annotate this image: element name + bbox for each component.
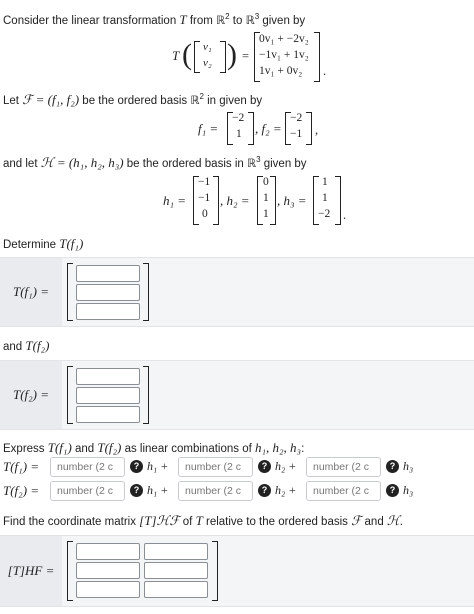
f1-entry-1: −2	[232, 112, 245, 124]
h2-entry-2: 1	[263, 192, 269, 204]
tf2-left-bracket	[67, 366, 73, 424]
open-paren: (	[182, 38, 192, 71]
transform-lhs: T	[172, 48, 180, 63]
basis-h-text: and let ℋ = (h₁, h₂, h₃) be the ordered basis in ℝ$^3$ given by	[3, 155, 307, 170]
lc-row-1-term-2: h₂ +	[275, 459, 297, 473]
f2-entry-1: −2	[290, 112, 303, 124]
help-icon[interactable]: ?	[386, 460, 399, 473]
h2-entry-1: 0	[263, 176, 269, 188]
transform-period: .	[323, 64, 327, 78]
question-1-prompt: Determine T(f₁)	[3, 236, 84, 251]
question-2-prompt: and T(f₂)	[3, 338, 50, 353]
f2-right-bracket	[306, 112, 312, 145]
matrix-left-bracket	[67, 541, 73, 601]
matrix-r2c1-input[interactable]	[76, 562, 140, 579]
matrix-r2c2-input[interactable]	[144, 562, 208, 579]
answer-panel-matrix	[0, 535, 474, 607]
lc-row-2-coeff-1-input[interactable]: number (2 c	[50, 481, 125, 501]
h3-entry-2: 1	[322, 192, 328, 204]
equals-sign: =	[242, 49, 250, 63]
output-row-1: 0v₁ + −2v₂	[259, 33, 309, 45]
tf1-entry-2-input[interactable]	[76, 284, 140, 301]
lc-row-1-coeff-2-input[interactable]: number (2 c	[178, 457, 253, 477]
output-row-2: −1v₁ + 1v₂	[259, 49, 309, 61]
basis-f-text: Let ℱ = (f₁, f₂) be the ordered basis ℝ$^2$ in given by	[3, 92, 263, 107]
matrix-label: [T]HF =	[7, 563, 55, 578]
tf1-right-bracket	[143, 263, 149, 321]
lc-row-2-term-2: h₂ +	[275, 483, 297, 497]
input-vector-right-bracket	[220, 41, 226, 73]
help-icon[interactable]: ?	[386, 484, 399, 497]
tf2-right-bracket	[143, 366, 149, 424]
h-period: .	[343, 208, 347, 222]
h2-right-bracket	[270, 176, 276, 225]
tf2-label: T(f₂) =	[12, 387, 50, 402]
matrix-right-bracket	[212, 541, 218, 601]
h2-label: , h₂ =	[220, 193, 250, 208]
tf2-entry-2-input[interactable]	[76, 387, 140, 404]
answer-panel-tf1	[0, 257, 474, 327]
tf1-label: T(f₁) =	[12, 284, 50, 299]
basis-h-vectors	[163, 175, 353, 227]
lc-row-2-label: T(f₂) =	[3, 483, 40, 498]
lc-row-2-term-1: h₁ +	[147, 483, 169, 497]
matrix-r3c2-input[interactable]	[144, 581, 208, 598]
tf2-entry-1-input[interactable]	[76, 368, 140, 385]
help-icon[interactable]: ?	[130, 460, 143, 473]
h2-entry-3: 1	[263, 208, 269, 220]
input-v1: v₁	[203, 41, 212, 53]
input-vector-left-bracket	[194, 41, 200, 73]
lc-row-1-coeff-1-input[interactable]: number (2 c	[50, 457, 125, 477]
f2-entry-2: −1	[290, 128, 303, 140]
intro-text: Consider the linear transformation T from ℝ$^2$ to ℝ$^3$ given by	[3, 12, 306, 27]
lc-row-2-term-3: h₃	[403, 483, 414, 497]
h1-label: h₁ =	[163, 193, 187, 208]
answer-panel-tf2	[0, 360, 474, 430]
help-icon[interactable]: ?	[258, 484, 271, 497]
transformation-definition	[170, 30, 340, 82]
h3-entry-1: 1	[322, 176, 328, 188]
lc-row-1-term-1: h₁ +	[147, 459, 169, 473]
f1-entry-2: 1	[236, 128, 242, 140]
h1-right-bracket	[213, 176, 219, 225]
h1-entry-2: −1	[198, 192, 211, 204]
h1-entry-1: −1	[198, 176, 211, 188]
matrix-label-cell	[0, 536, 62, 606]
output-vector-right-bracket	[314, 32, 320, 82]
f1-label: f₁ =	[198, 121, 219, 136]
input-v2: v₂	[203, 57, 212, 69]
f2-label: , f₂ =	[255, 121, 282, 136]
output-row-3: 1v₁ + 0v₂	[259, 65, 303, 77]
question-3-prompt: Express T(f₁) and T(f₂) as linear combinations of h₁, h₂, h₃:	[3, 440, 305, 455]
h3-entry-3: −2	[318, 208, 331, 220]
lc-row-1-coeff-3-input[interactable]: number (2 c	[306, 457, 381, 477]
help-icon[interactable]: ?	[258, 460, 271, 473]
tf2-label-cell	[0, 361, 62, 429]
help-icon[interactable]: ?	[130, 484, 143, 497]
f-comma: ,	[315, 123, 319, 137]
matrix-r1c2-input[interactable]	[144, 543, 208, 560]
h3-label: , h₃ =	[277, 193, 307, 208]
linear-combination-row-1	[0, 456, 474, 478]
tf1-entry-1-input[interactable]	[76, 265, 140, 282]
lc-row-1-term-3: h₃	[403, 459, 414, 473]
tf2-entry-3-input[interactable]	[76, 406, 140, 423]
lc-row-1-label: T(f₁) =	[3, 459, 40, 474]
f1-right-bracket	[248, 112, 254, 145]
h3-right-bracket	[335, 176, 341, 225]
tf1-label-cell	[0, 258, 62, 326]
question-4-prompt: Find the coordinate matrix [T]ℋℱ of T relative to the ordered basis ℱ and ℋ.	[3, 513, 403, 528]
tf1-left-bracket	[67, 263, 73, 321]
close-paren: )	[227, 38, 237, 71]
basis-f-vectors	[198, 110, 328, 146]
lc-row-2-coeff-2-input[interactable]: number (2 c	[178, 481, 253, 501]
linear-combination-row-2	[0, 480, 474, 502]
tf1-entry-3-input[interactable]	[76, 303, 140, 320]
matrix-r3c1-input[interactable]	[76, 581, 140, 598]
lc-row-2-coeff-3-input[interactable]: number (2 c	[306, 481, 381, 501]
matrix-r1c1-input[interactable]	[76, 543, 140, 560]
h1-entry-3: 0	[202, 208, 208, 220]
